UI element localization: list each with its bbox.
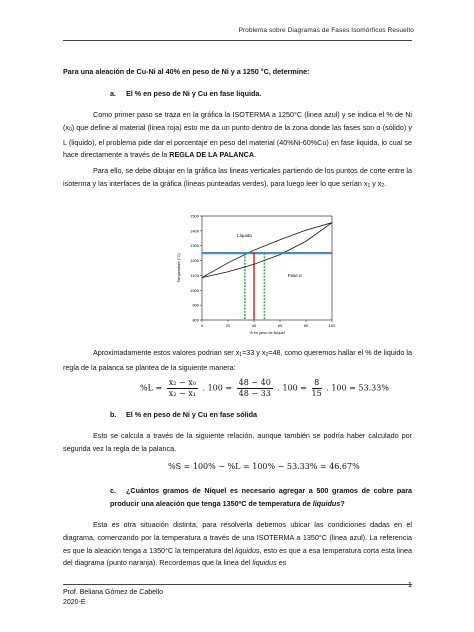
part-b-title: El % en peso de Ni y Cu en fase sólida [126, 410, 258, 419]
paragraph-1-sub: 0 [69, 126, 72, 133]
paragraph-3-sub-2: 2 [265, 352, 269, 358]
paragraph-3-text-1: Aproximadamente estos valores podrian ser x [93, 348, 240, 357]
y-tick-label: 1300 [190, 243, 199, 249]
paragraph-5-text-2: , esto es que a esa temperatura corta esta linea del diagrama (punto naranja). Recordemos que la linea del [63, 545, 412, 568]
eq1-fraction-3 [312, 378, 322, 399]
eq1-num-1: x₂ − x₀ [168, 378, 196, 387]
x-tick-label: 60 [277, 323, 283, 328]
eq1-den-3: 15 [311, 389, 322, 398]
y-tick-label: 1000 [190, 287, 199, 293]
y-axis-label: Temperature (°C) [177, 253, 181, 283]
part-c-italic: liquidus [312, 498, 341, 508]
problem-statement: Para una aleación de Cu-Ni al 40% en peso de Ni y a 1250 °C, determine: [63, 67, 310, 76]
footer-rule [63, 584, 412, 585]
paragraph-4: Esto se calcula a través de la siguiente relación, aunque también se podría haber calculado por segunda vez la regla de la palanca. [63, 431, 412, 453]
equation-liquid-percent [140, 378, 389, 399]
eq1-mid-2: . 100 = [277, 383, 307, 393]
part-c-question [110, 485, 412, 511]
footer-term: 2020-E [63, 599, 86, 606]
y-tick-label: 1500 [190, 213, 199, 219]
paragraph-2-sub-1: 1 [367, 182, 371, 189]
eq1-end: . 100 = 53.33% [326, 383, 389, 393]
paragraph-1-text-3: . [254, 150, 257, 160]
x-tick-label: 0 [200, 323, 204, 328]
paragraph-2-text-1: Para ello, se debe dibujar en la gráfica las lineas verticales partiendo de los puntos de corte entre la isoterma y las interfaces de la gráfica (lineas punteadas verdes), para luego leer lo que serían x [63, 166, 412, 188]
equation-solid-percent: %S = 100% − %L = 100% − 53.33% = 46.67% [168, 462, 360, 471]
paragraph-1-bold: REGLA DE LA PALANCA [169, 150, 255, 160]
part-a-title: El % en peso de Ni y Cu en fase liquida. [126, 89, 262, 98]
paragraph-3 [63, 347, 412, 375]
part-c-letter: c. [110, 486, 116, 495]
eq1-fraction-2 [237, 378, 273, 399]
eq1-den-1: x₂ − x₁ [168, 389, 196, 398]
paragraph-5-text-1: Esta es otra situación distinta, para resolverla debemos ubicar las condiciones dadas en el diagrama, comenzando por la temperatura a través de una ISOTERMA a 1350°C (linea azul). La referencia es que la aleación tenga a 1350°C la temperatura del [63, 520, 412, 555]
part-b-letter: b. [110, 410, 117, 419]
y-tick-label: 1100 [190, 272, 199, 278]
region-label-alpha: Fase α [287, 272, 302, 278]
x-tick-label: 40 [251, 323, 257, 328]
paragraph-2-sub-2: 2 [381, 182, 385, 189]
eq1-num-3: 8 [312, 378, 322, 389]
paragraph-3-text-3: =48, como queremos hallar el % de liquido la regla de la palanca se plantea de la siguiente manera: [63, 348, 413, 372]
part-a-letter: a. [110, 89, 116, 98]
header-rule [63, 40, 412, 41]
part-a-heading [110, 88, 410, 101]
footer-author: Prof. Beliana Gómez de Cabello [63, 589, 163, 596]
paragraph-1-text-2: ) que define al material (linea roja) esto me da un punto dentro de la zona donde las fases son α (sólido) y L (liquido), el problema pide dar el porcentaje en peso del material (40%Ni-60%Cu) en fase liquida, lo cual se hace directamente a través de la [63, 122, 412, 160]
phase-diagram-chart [170, 210, 340, 348]
paragraph-2-text-3: . [384, 178, 387, 188]
paragraph-1-text-1: Como primer paso se traza en la gráfica la ISOTERMA a 1250°C (linea azul) y se indica el % de Ni (x [63, 110, 412, 132]
y-tick-label: 1200 [190, 258, 199, 264]
y-tick-label: 1400 [190, 228, 199, 234]
paragraph-2-text-2: y x [370, 178, 382, 188]
eq1-den-2: 48 − 33 [238, 389, 271, 398]
page-number: 1 [407, 580, 412, 589]
x-tick-label: 100 [328, 323, 336, 328]
x-tick-label: 80 [303, 323, 309, 328]
region-label-liquid: Líquido [237, 232, 252, 238]
y-tick-label: 800 [192, 317, 199, 323]
eq1-lhs: %L = [140, 383, 163, 393]
paragraph-5-italic-1: liquidus [235, 545, 260, 555]
header-title: Problema sobre Diagramas de Fases Isomórficos Resuelto [238, 27, 414, 34]
y-tick-label: 900 [192, 302, 199, 308]
paragraph-3-text-2: =33 y x [242, 348, 266, 357]
alloy-point [253, 252, 256, 255]
eq1-fraction-1 [167, 378, 198, 399]
plot-frame [202, 216, 332, 320]
paragraph-1 [63, 109, 412, 162]
paragraph-5-text-3: es [276, 558, 287, 568]
part-c-text-1: ¿Cuántos gramos de Níquel es necesario agregar a 500 gramos de cobre para producir una aleación que tenga 1350ºC de temperatura de [110, 486, 412, 508]
part-c-text-2: ? [340, 498, 345, 508]
eq1-num-2: 48 − 40 [238, 378, 271, 387]
paragraph-3-sub-1: 1 [239, 352, 243, 358]
x-axis-label: % en peso de Níquel [249, 331, 285, 335]
eq1-mid-1: . 100 = [202, 383, 233, 393]
part-b-heading [110, 409, 410, 422]
paragraph-5 [63, 519, 412, 570]
paragraph-5-italic-2: liquidus [252, 558, 277, 568]
paragraph-2 [63, 165, 412, 193]
x-tick-label: 20 [225, 323, 231, 328]
